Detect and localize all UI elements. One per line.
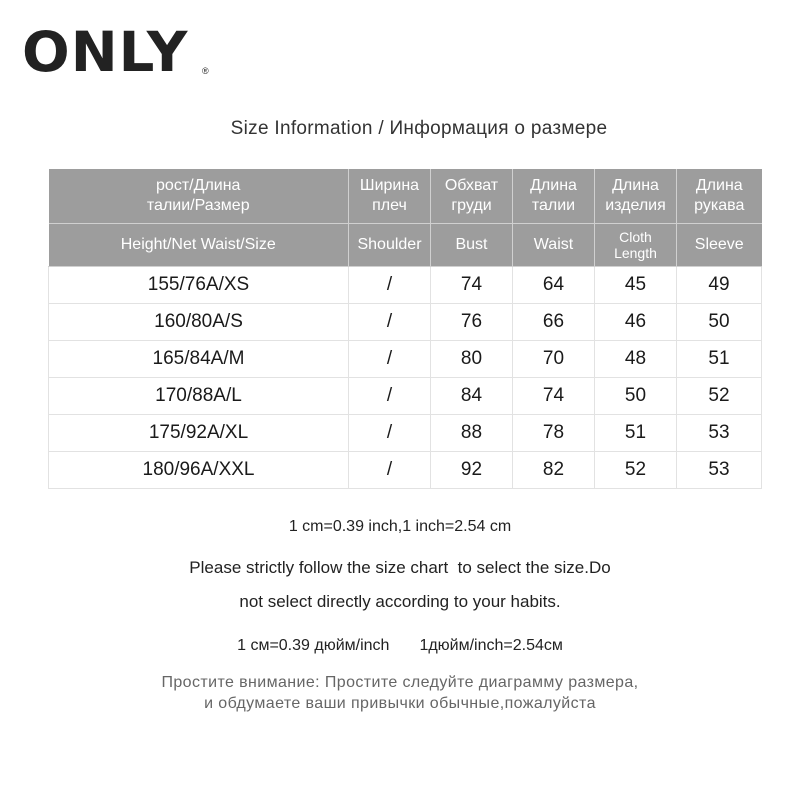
header-ru-waist — [513, 169, 595, 224]
header-ru-bust — [431, 169, 513, 224]
header-en-size — [49, 224, 349, 267]
table-row — [49, 304, 762, 341]
cell-length: 51 — [595, 415, 677, 452]
cell-sleeve: 52 — [677, 378, 762, 415]
header-en-bust — [431, 224, 513, 267]
cell-size: 180/96A/XXL — [49, 452, 349, 489]
notice-ru-line-2: и обдумаете ваши привычки обычные,пожалуйста — [204, 695, 596, 712]
cell-waist: 64 — [513, 267, 595, 304]
page-title: Size Information / Информация о размере — [230, 118, 608, 139]
cell-shoulder: / — [349, 341, 431, 378]
cell-bust: 74 — [431, 267, 513, 304]
cell-bust: 92 — [431, 452, 513, 489]
header-en-sleeve-text: Sleeve — [694, 236, 744, 253]
cell-length: 48 — [595, 341, 677, 378]
header-row-english — [49, 224, 762, 267]
header-en-waist — [513, 224, 595, 267]
cell-sleeve: 51 — [677, 341, 762, 378]
registered-mark: ® — [202, 66, 209, 76]
header-ru-sleeve-text: Длина рукава — [694, 177, 745, 214]
cell-bust: 76 — [431, 304, 513, 341]
table-row — [49, 378, 762, 415]
cell-sleeve: 50 — [677, 304, 762, 341]
header-en-shoulder — [349, 224, 431, 267]
cell-sleeve: 53 — [677, 452, 762, 489]
header-en-waist-text: Waist — [533, 236, 574, 253]
cell-length: 45 — [595, 267, 677, 304]
header-en-sleeve — [677, 224, 762, 267]
conversion-note-en: 1 cm=0.39 inch,1 inch=2.54 cm — [288, 518, 512, 535]
header-ru-shoulder — [349, 169, 431, 224]
cell-waist: 74 — [513, 378, 595, 415]
notice-ru-line-1: Простите внимание: Простите следуйте диаграмму размера, — [161, 674, 639, 691]
cell-size: 175/92A/XL — [49, 415, 349, 452]
cell-sleeve: 53 — [677, 415, 762, 452]
cell-shoulder: / — [349, 304, 431, 341]
cell-shoulder: / — [349, 452, 431, 489]
header-ru-waist-text: Длина талии — [530, 177, 577, 214]
header-ru-size-text: рост/Длина талии/Размер — [146, 177, 250, 214]
cell-waist: 82 — [513, 452, 595, 489]
cell-bust: 88 — [431, 415, 513, 452]
header-en-shoulder-text: Shoulder — [357, 236, 422, 253]
table-row — [49, 267, 762, 304]
cell-waist: 78 — [513, 415, 595, 452]
instruction-line-2: not select directly according to your habits. — [239, 592, 561, 611]
cell-size: 165/84A/M — [49, 341, 349, 378]
cell-waist: 66 — [513, 304, 595, 341]
header-ru-shoulder-text: Ширина плеч — [359, 177, 420, 214]
conversion-ru-inch: 1дюйм/inch=2.54см — [419, 637, 563, 654]
header-ru-length-text: Длина изделия — [605, 177, 666, 214]
cell-size: 170/88A/L — [49, 378, 349, 415]
cell-size: 160/80A/S — [49, 304, 349, 341]
header-en-size-text: Height/Net Waist/Size — [120, 236, 276, 253]
cell-bust: 80 — [431, 341, 513, 378]
table-row — [49, 452, 762, 489]
header-ru-length — [595, 169, 677, 224]
cell-length: 50 — [595, 378, 677, 415]
conversion-note-ru — [0, 637, 800, 655]
size-chart-table — [48, 169, 762, 489]
cell-length: 52 — [595, 452, 677, 489]
cell-shoulder: / — [349, 415, 431, 452]
table-row — [49, 415, 762, 452]
header-ru-sleeve — [677, 169, 762, 224]
cell-shoulder: / — [349, 267, 431, 304]
cell-shoulder: / — [349, 378, 431, 415]
header-row-russian — [49, 169, 762, 224]
cell-waist: 70 — [513, 341, 595, 378]
header-ru-size — [49, 169, 349, 224]
conversion-ru-cm: 1 см=0.39 дюйм/inch — [237, 637, 390, 654]
instruction-line-1: Please strictly follow the size chart to select the size.Do — [189, 558, 611, 577]
brand-logo: ONLY — [22, 20, 189, 84]
header-en-length — [595, 224, 677, 267]
cell-size: 155/76A/XS — [49, 267, 349, 304]
header-en-bust-text: Bust — [455, 236, 488, 253]
cell-length: 46 — [595, 304, 677, 341]
cell-sleeve: 49 — [677, 267, 762, 304]
cell-bust: 84 — [431, 378, 513, 415]
header-en-length-text: Cloth Length — [614, 229, 657, 261]
header-ru-bust-text: Обхват груди — [444, 177, 499, 214]
table-row — [49, 341, 762, 378]
